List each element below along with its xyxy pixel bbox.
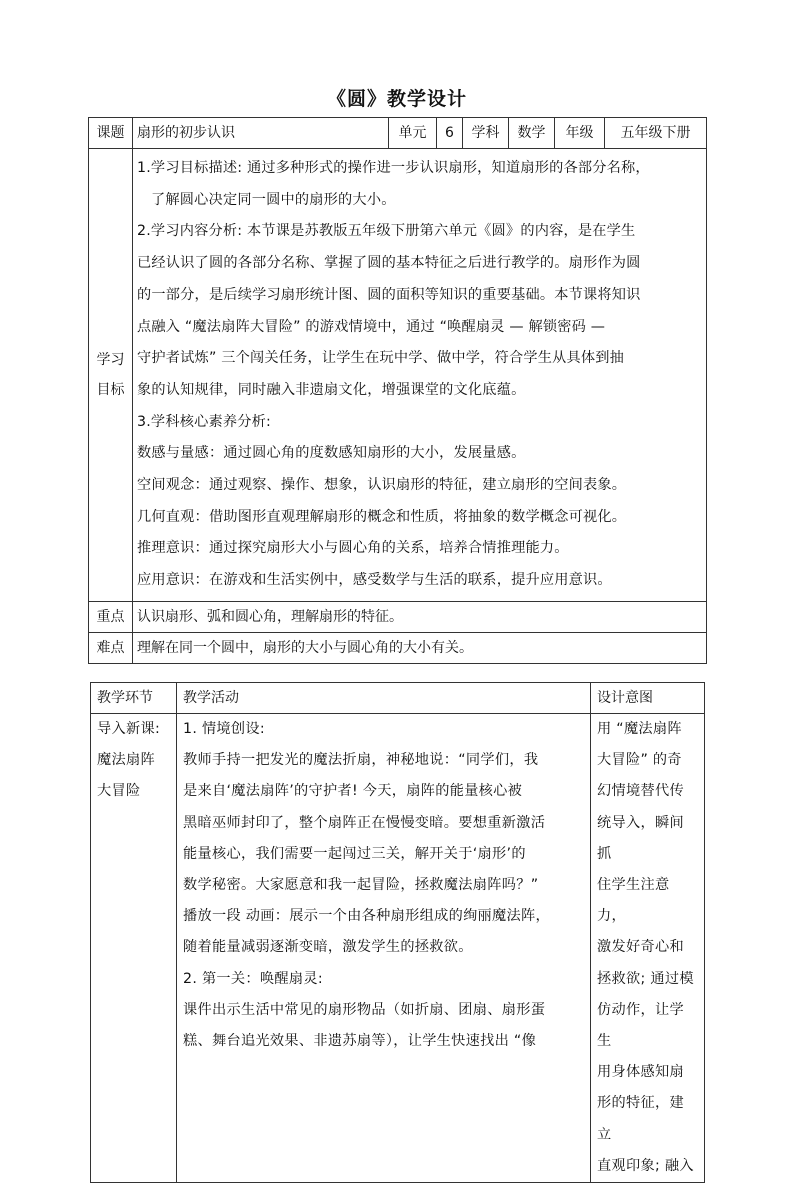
intent-line: 住学生注意力， [597, 877, 670, 925]
key-point-label: 重点 [89, 601, 133, 632]
unit-value: 6 [437, 118, 463, 149]
goals-label-line2: 目标 [96, 381, 125, 398]
goal-line: 推理意识：通过探究扇形大小与圆心角的关系，培养合情推理能力。 [137, 540, 569, 557]
goals-label-line1: 学习 [96, 351, 125, 368]
topic-value: 扇形的初步认识 [133, 118, 389, 149]
goals-label [89, 149, 133, 602]
goal-line: 了解圆心决定同一圆中的扇形的大小。 [151, 191, 396, 208]
activity-line: 糕、舞台追光效果、非遗苏扇等），让学生快速找出 “像 [183, 1033, 537, 1050]
stage-line: 大冒险 [97, 783, 141, 800]
activity-line: 是来自‘魔法扇阵’的守护者! 今天，扇阵的能量核心被 [183, 783, 523, 800]
activity-line: 能量核心，我们需要一起闯过三关，解开关于‘扇形’的 [183, 845, 526, 862]
activity-line: 课件出示生活中常见的扇形物品（如折扇、团扇、扇形蛋 [183, 1001, 546, 1018]
goal-line: 应用意识：在游戏和生活实例中，感受数学与生活的联系，提升应用意识。 [137, 572, 612, 589]
unit-label: 单元 [389, 118, 437, 149]
goals-row [89, 149, 707, 602]
activity-cell [177, 714, 591, 1183]
difficulty-label: 难点 [89, 632, 133, 663]
goal-line: 点融入 “魔法扇阵大冒险” 的游戏情境中，通过 “唤醒扇灵 — 解锁密码 — [137, 318, 606, 335]
difficulty-value: 理解在同一个圆中，扇形的大小与圆心角的大小有关。 [133, 632, 707, 663]
header-activity: 教学活动 [177, 683, 591, 714]
activity-line: 黑暗巫师封印了，整个扇阵正在慢慢变暗。要想重新激活 [183, 814, 546, 831]
key-point-row [89, 601, 707, 632]
intent-line: 直观印象; 融入 [597, 1157, 694, 1174]
key-point-value: 认识扇形、弧和圆心角，理解扇形的特征。 [133, 601, 707, 632]
activity-line: 播放一段 动画：展示一个由各种扇形组成的绚丽魔法阵， [183, 908, 550, 925]
intent-line: 大冒险” 的奇 [597, 752, 682, 769]
intent-line: 幻情境替代传 [597, 783, 684, 800]
process-header-row [91, 683, 705, 714]
intent-line: 拯救欲; 通过模 [597, 970, 694, 987]
intent-line: 形的特征，建立 [597, 1095, 684, 1143]
intent-line: 用 “魔法扇阵 [597, 721, 682, 737]
header-stage: 教学环节 [91, 683, 177, 714]
grade-label: 年级 [555, 118, 605, 149]
goal-line: 空间观念：通过观察、操作、想象，认识扇形的特征，建立扇形的空间表象。 [137, 477, 627, 494]
info-row [89, 118, 707, 149]
goal-line: 守护者试炼” 三个闯关任务，让学生在玩中学、做中学，符合学生从具体到抽 [137, 350, 625, 367]
intent-line: 用身体感知扇 [597, 1064, 684, 1081]
goal-line: 数感与量感：通过圆心角的度数感知扇形的大小，发展量感。 [137, 445, 526, 462]
lesson-info-table [88, 117, 707, 664]
intent-line: 激发好奇心和 [597, 939, 684, 956]
intent-cell [591, 714, 705, 1183]
activity-line: 教师手持一把发光的魔法折扇，神秘地说：“同学们，我 [183, 752, 539, 769]
goals-content [133, 149, 707, 602]
activity-line: 2. 第一关：唤醒扇灵: [183, 970, 323, 987]
teaching-process-table [90, 682, 705, 1183]
page-title: 《圆》教学设计 [326, 88, 467, 110]
goal-line: 3.学科核心素养分析: [137, 413, 272, 430]
intent-line: 仿动作，让学生 [597, 1001, 684, 1050]
goal-line: 2.学习内容分析: 本节课是苏教版五年级下册第六单元《圆》的内容，是在学生 [137, 223, 636, 240]
goal-line: 几何直观：借助图形直观理解扇形的概念和性质，将抽象的数学概念可视化。 [137, 508, 627, 525]
stage-cell [91, 714, 177, 1183]
goal-line: 象的认知规律，同时融入非遗扇文化，增强课堂的文化底蕴。 [137, 381, 526, 398]
intent-line: 统导入，瞬间抓 [597, 814, 684, 862]
stage-line: 魔法扇阵 [97, 752, 155, 769]
subject-label: 学科 [463, 118, 509, 149]
topic-label: 课题 [89, 118, 133, 149]
subject-value: 数学 [509, 118, 555, 149]
goal-line: 的一部分，是后续学习扇形统计图、圆的面积等知识的重要基础。本节课将知识 [137, 286, 641, 303]
activity-line: 随着能量减弱逐渐变暗，激发学生的拯救欲。 [183, 939, 473, 956]
header-intent: 设计意图 [591, 683, 705, 714]
stage-line: 导入新课: [97, 721, 161, 737]
difficulty-row [89, 632, 707, 663]
grade-value: 五年级下册 [605, 118, 707, 149]
process-row [91, 714, 705, 1183]
activity-line: 1. 情境创设: [183, 721, 265, 737]
goal-line: 1.学习目标描述: 通过多种形式的操作进一步认识扇形，知道扇形的各部分名称， [137, 160, 650, 176]
goal-line: 已经认识了圆的各部分名称、掌握了圆的基本特征之后进行教学的。扇形作为圆 [137, 255, 641, 272]
activity-line: 数学秘密。大家愿意和我一起冒险，拯救魔法扇阵吗？” [183, 877, 539, 894]
